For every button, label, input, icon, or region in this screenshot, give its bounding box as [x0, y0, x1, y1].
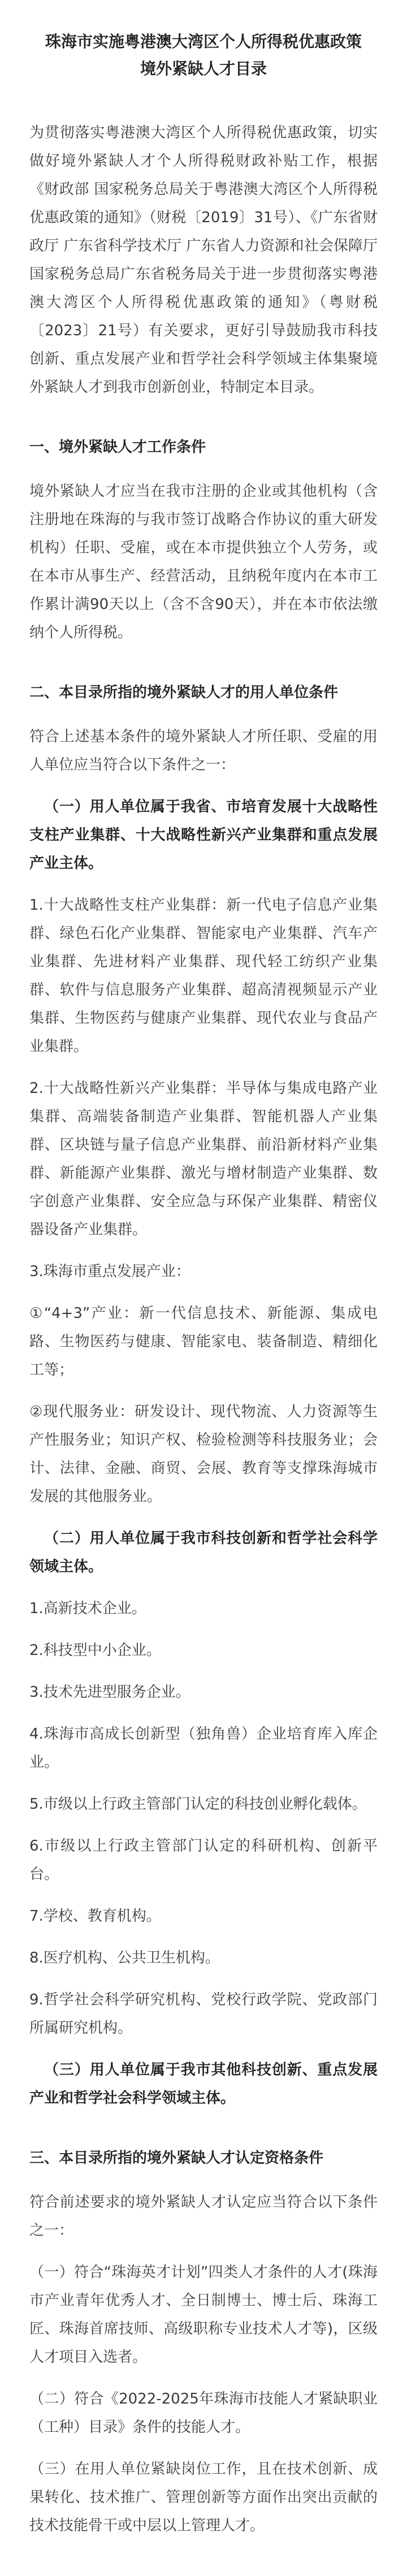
- list-item: 6.市级以上行政主管部门认定的科研机构、创新平台。: [29, 1838, 378, 1883]
- title-line-1: 珠海市实施粤港澳大湾区个人所得税优惠政策: [45, 32, 362, 51]
- section-3-heading: 三、本目录所指的境外紧缺人才认定资格条件: [29, 2150, 324, 2167]
- list-item: 9.哲学社会科学研究机构、党校行政学院、党政部门所属研究机构。: [29, 1991, 378, 2037]
- section-1-body: 境外紧缺人才应当在我市注册的企业或其他机构（含注册地在珠海的与我市签订战略合作协议的重大研发机构）任职、受雇，或在本市提供独立个人劳务，或在本市从事生产、经营活动，且纳税年度内在本市工作累计满90天以上（含不含90天），并在本市依法缴纳个人所得税。: [29, 483, 378, 641]
- list-item: ②现代服务业：研发设计、现代物流、人力资源等生产性服务业；知识产权、检验检测等科技服务业；会计、法律、金融、商贸、会展、教育等支撑珠海城市发展的其他服务业。: [29, 1403, 378, 1505]
- section-1-heading: 一、境外紧缺人才工作条件: [29, 439, 206, 456]
- list-item: 4.珠海市高成长创新型（独角兽）企业培育库入库企业。: [29, 1726, 378, 1771]
- section-2-sub-1-heading: （一）用人单位属于我省、市培育发展十大战略性支柱产业集群、十大战略性新兴产业集群和重点发展产业主体。: [29, 798, 378, 872]
- list-item: 2.十大战略性新兴产业集群：半导体与集成电路产业集群、高端装备制造产业集群、智能机器人产业集群、区块链与量子信息产业集群、前沿新材料产业集群、新能源产业集群、激光与增材制造产业集群、数字创意产业集群、安全应急与环保产业集群、精密仪器设备产业集群。: [29, 1080, 378, 1238]
- list-item: （一）符合“珠海英才计划”四类人才条件的人才(珠海市产业青年优秀人才、全日制博士、博士后、珠海工匠、珠海首席技师、高级职称专业技术人才等)，区级人才项目入选者。: [29, 2264, 378, 2366]
- section-3-intro: 符合前述要求的境外紧缺人才认定应当符合以下条件之一：: [29, 2194, 378, 2239]
- section-2-intro: 符合上述基本条件的境外紧缺人才所任职、受雇的用人单位应当符合以下条件之一：: [29, 728, 378, 773]
- title-line-2: 境外紧缺人才目录: [140, 59, 267, 78]
- list-item: 1.高新技术企业。: [29, 1600, 146, 1617]
- list-item: 3.技术先进型服务企业。: [29, 1684, 190, 1701]
- list-item: 5.市级以上行政主管部门认定的科技创业孵化载体。: [29, 1796, 367, 1813]
- list-item: 1.十大战略性支柱产业集群：新一代电子信息产业集群、绿色石化产业集群、智能家电产业集群、汽车产业集群、先进材料产业集群、现代轻工纺织产业集群、软件与信息服务产业集群、超高清视频显示产业集群、生物医药与健康产业集群、现代农业与食品产业集群。: [29, 897, 378, 1055]
- intro-paragraph: 为贯彻落实粤港澳大湾区个人所得税优惠政策，切实做好境外紧缺人才个人所得税财政补贴工作，根据《财政部 国家税务总局关于粤港澳大湾区个人所得税优惠政策的通知》（财税〔2019〕31号）、《广东省财政厅 广东省科学技术厅 广东省人力资源和社会保障厅 国家税务总局广东省税务局关于进一步贯彻落实粤港澳大湾区个人所得税优惠政策的通知》（粤财税〔2023〕21号）有关要求，更好引导鼓励我市科技创新、重点发展产业和哲学社会科学领域主体集聚境外紧缺人才到我市创新创业，特制定本目录。: [29, 124, 378, 396]
- section-2-sub-2-heading: （二）用人单位属于我市科技创新和哲学社会科学领域主体。: [29, 1530, 378, 1575]
- document-title: [29, 28, 378, 83]
- list-item: 3.珠海市重点发展产业：: [29, 1263, 190, 1280]
- list-item: （三）在用人单位紧缺岗位工作，且在技术创新、成果转化、技术推广、管理创新等方面作出突出贡献的技术技能骨干或中层以上管理人才。: [29, 2461, 378, 2534]
- list-item: ①“4+3”产业：新一代信息技术、新能源、集成电路、生物医药与健康、智能家电、装备制造、精细化工等；: [29, 1305, 378, 1378]
- list-item: 8.医疗机构、公共卫生机构。: [29, 1950, 220, 1966]
- list-item: 7.学校、教育机构。: [29, 1908, 161, 1925]
- list-item: （二）符合《2022-2025年珠海市技能人才紧缺职业（工种）目录》条件的技能人才。: [29, 2391, 378, 2436]
- section-2-heading: 二、本目录所指的境外紧缺人才的用人单位条件: [29, 684, 339, 701]
- section-2-sub-3-heading: （三）用人单位属于我市其他科技创新、重点发展产业和哲学社会科学领域主体。: [29, 2061, 378, 2107]
- list-item: 2.科技型中小企业。: [29, 1642, 161, 1659]
